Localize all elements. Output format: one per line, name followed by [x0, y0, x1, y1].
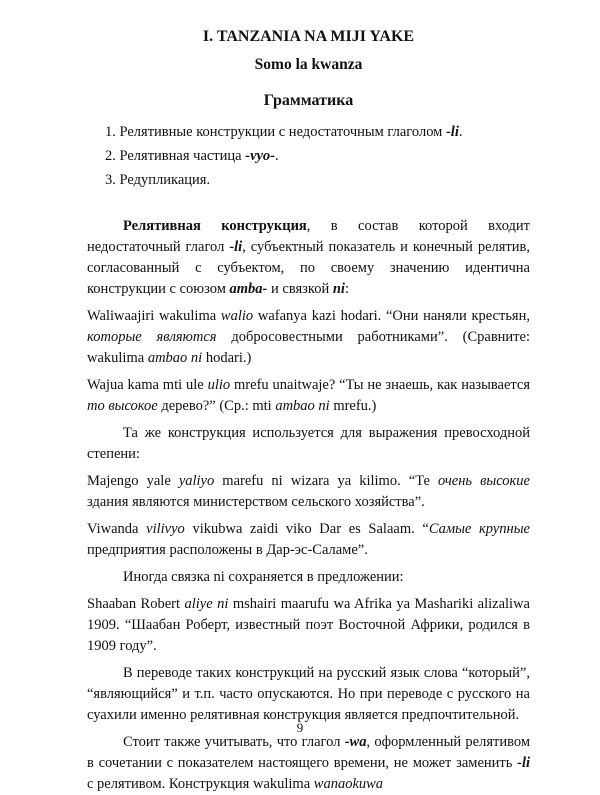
italic-run: ambao ni [147, 350, 203, 366]
text-run: Shaaban Robert [87, 596, 185, 612]
grammar-outline [87, 120, 530, 192]
text-run: и связкой [267, 281, 333, 297]
paragraph-relative-construction [87, 216, 530, 300]
outline-tail: . [458, 124, 463, 140]
outline-text: Релятивные конструкции с недостаточным глаголом [119, 124, 446, 140]
text-run: wafanya kazi hodari. “Они наняли крестьян, [253, 308, 530, 324]
term-wa: -wa [344, 734, 367, 750]
outline-number: 3. [105, 172, 116, 188]
text-run: hodari.) [202, 350, 252, 366]
text-run: здания являются министерством сельского хозяйства”. [87, 494, 425, 510]
example-5 [87, 594, 530, 657]
outline-number: 1. [105, 124, 116, 140]
italic-run: ulio [207, 377, 231, 393]
italic-run: walio [220, 308, 254, 324]
text-run: с релятивом. Конструкция wakulima [87, 776, 314, 792]
outline-item [87, 168, 530, 192]
example-1 [87, 306, 530, 369]
italic-run: wanaokuwa [313, 776, 384, 792]
outline-item [87, 120, 530, 144]
text-run: Majengo yale [87, 473, 179, 489]
italic-run: то высокое [87, 398, 158, 414]
text-run: mrefu unaitwaje? “Ты не знаешь, как называется [230, 377, 531, 393]
paragraph-superlative: Та же конструкция используется для выражения превосходной степени: [87, 425, 530, 462]
outline-item [87, 144, 530, 168]
chapter-title: I. TANZANIA NA MIJI YAKE [202, 28, 415, 45]
page-number: 9 [296, 720, 304, 735]
italic-run: ambao ni [275, 398, 330, 414]
text-run: marefu ni wizara ya kilimo. “Те [214, 473, 438, 489]
text-run: дерево?” (Ср.: mti [157, 398, 276, 414]
italic-run: aliye ni [184, 596, 229, 612]
text-run: Viwanda [87, 521, 147, 537]
lesson-title: Somo la kwanza [254, 56, 363, 73]
text-run: , в состав которой входит недостаточный глагол [87, 218, 531, 255]
example-3 [87, 471, 530, 513]
italic-run: vilivyo [146, 521, 185, 537]
text-run: добросовестными работниками”. (Сравните: wakulima [87, 329, 530, 366]
text-run: mshairi maarufu wa Afrika ya Mashariki alizaliwa 1909. “Шаабан Роберт, известный поэт Восточной Африки, родился в 1909 году”. [87, 596, 530, 654]
example-2 [87, 375, 530, 417]
outline-term: -vyo- [245, 148, 276, 164]
italic-run: очень высокие [438, 473, 530, 489]
text-run: vikubwa zaidi viko Dar es Salaam. “ [184, 521, 429, 537]
term-li: -li [229, 239, 243, 255]
text-run: предприятия расположены в Дар-эс-Саламе”. [87, 542, 368, 558]
paragraph-wa-verb [87, 732, 530, 795]
text-run: , субъектный показатель и конечный релятив, согласованный с субъектом, по своему значению идентична конструкции с союзом [87, 239, 530, 297]
term-amba: amba- [229, 281, 268, 297]
term-ni: ni [332, 281, 345, 297]
italic-run: yaliyo [178, 473, 215, 489]
term-li: -li [517, 755, 530, 771]
grammar-heading: Грамматика [263, 92, 354, 109]
outline-term: -li [445, 124, 459, 140]
outline-tail: . [275, 148, 279, 164]
outline-text: Релятивная частица [119, 148, 246, 164]
text-run: : [344, 281, 349, 297]
outline-text: Редупликация. [119, 172, 211, 188]
example-4 [87, 519, 530, 561]
italic-run: которые являются [87, 329, 217, 345]
term-bold: Релятивная конструкция [123, 218, 307, 234]
text-run: Стоит также учитывать, что глагол [123, 734, 345, 750]
text-run: Waliwaajiri wakulima [87, 308, 221, 324]
text-run: mrefu.) [329, 398, 377, 414]
text-run: Wajua kama mti ule [87, 377, 208, 393]
text-run: , оформленный релятивом в сочетании с показателем настоящего времени, не может заменить [87, 734, 530, 771]
paragraph-copula: Иногда связка ni сохраняется в предложении: [123, 569, 404, 585]
outline-number: 2. [105, 148, 116, 164]
italic-run: Самые крупные [428, 521, 530, 537]
paragraph-translation: В переводе таких конструкций на русский язык слова “который”, “являющийся” и т.п. часто опускаются. Но при переводе с русского на суахили именно релятивная конструкция является предпочтительной. [87, 665, 530, 723]
